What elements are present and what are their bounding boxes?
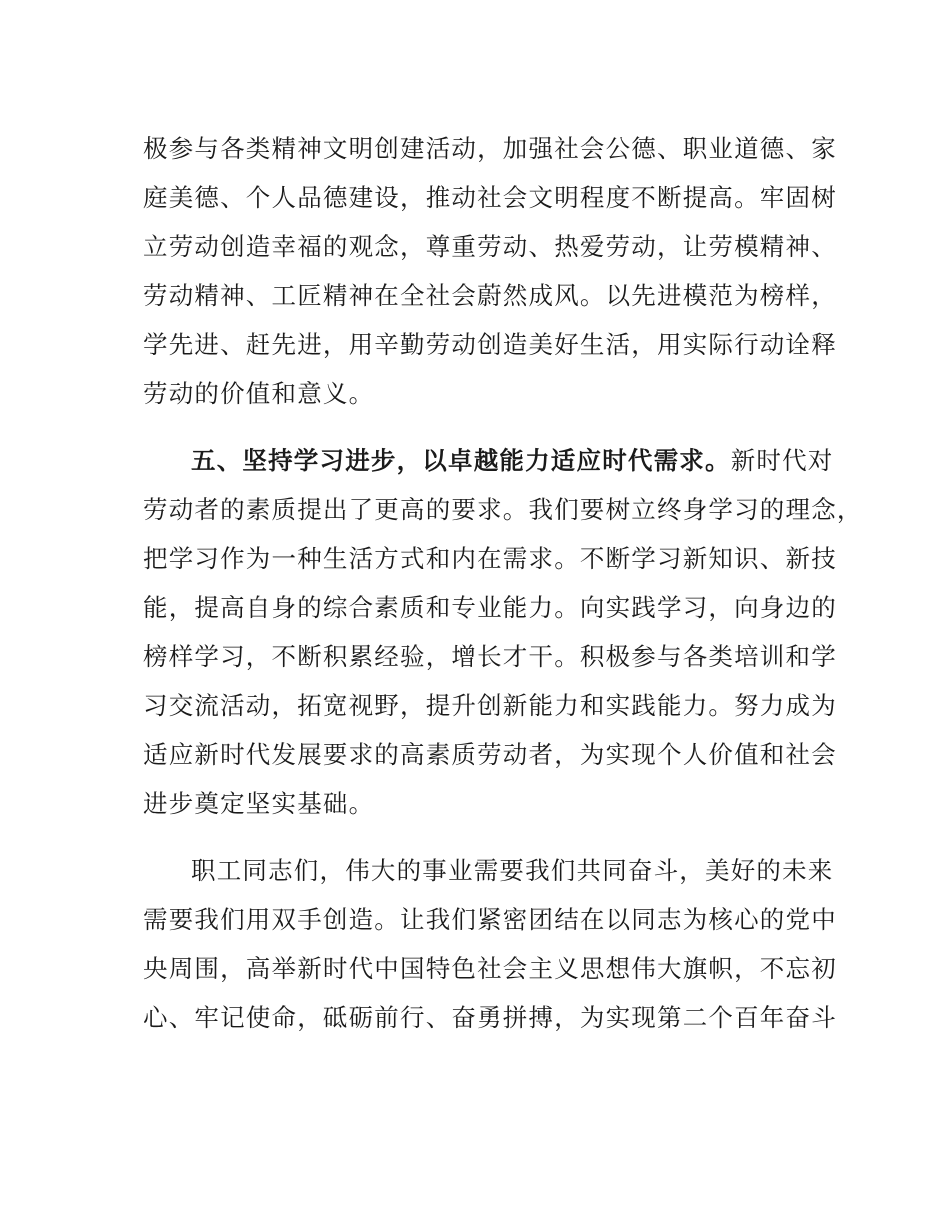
paragraph-3 [143, 846, 837, 1042]
document-body [143, 124, 863, 1042]
paragraph-line: 学先进、赶先进，用辛勤劳动创造美好生活，用实际行动诠释 [143, 330, 837, 359]
paragraph-line: 立劳动创造幸福的观念，尊重劳动、热爱劳动，让劳模精神、 [143, 232, 837, 261]
paragraph-line: 央周围，高举新时代中国特色社会主义思想伟大旗帜，不忘初 [143, 954, 837, 983]
paragraph-2 [143, 436, 863, 828]
paragraph-line: 劳动者的素质提出了更高的要求。我们要树立终身学习的理念， [143, 495, 863, 524]
paragraph-line: 需要我们用双手创造。让我们紧密团结在以同志为核心的党中 [143, 905, 837, 934]
paragraph-text: 新时代对 [730, 446, 834, 475]
paragraph-spacer [143, 418, 813, 436]
paragraph-line: 庭美德、个人品德建设，推动社会文明程度不断提高。牢固树 [143, 183, 837, 212]
paragraph-line: 劳动的价值和意义。 [143, 379, 375, 408]
paragraph-first-line [143, 436, 834, 485]
paragraph-line: 榜样学习，不断积累经验，增长才干。积极参与各类培训和学 [143, 642, 837, 671]
paragraph-line: 适应新时代发展要求的高素质劳动者，为实现个人价值和社会 [143, 740, 837, 769]
paragraph-line: 极参与各类精神文明创建活动，加强社会公德、职业道德、家 [143, 134, 837, 163]
paragraph-first-line: 职工同志们，伟大的事业需要我们共同奋斗，美好的未来 [191, 856, 834, 885]
paragraph-line: 能，提高自身的综合素质和专业能力。向实践学习，向身边的 [143, 593, 837, 622]
paragraph-1 [143, 124, 837, 418]
section-heading: 五、坚持学习进步，以卓越能力适应时代需求。 [191, 446, 731, 475]
paragraph-line: 把学习作为一种生活方式和内在需求。不断学习新知识、新技 [143, 544, 837, 573]
paragraph-line: 进步奠定坚实基础。 [143, 789, 375, 818]
paragraph-line: 心、牢记使命，砥砺前行、奋勇拼搏，为实现第二个百年奋斗 [143, 1003, 837, 1032]
paragraph-line: 劳动精神、工匠精神在全社会蔚然成风。以先进模范为榜样， [143, 281, 837, 310]
paragraph-line: 习交流活动，拓宽视野，提升创新能力和实践能力。努力成为 [143, 691, 837, 720]
paragraph-spacer [143, 828, 813, 846]
